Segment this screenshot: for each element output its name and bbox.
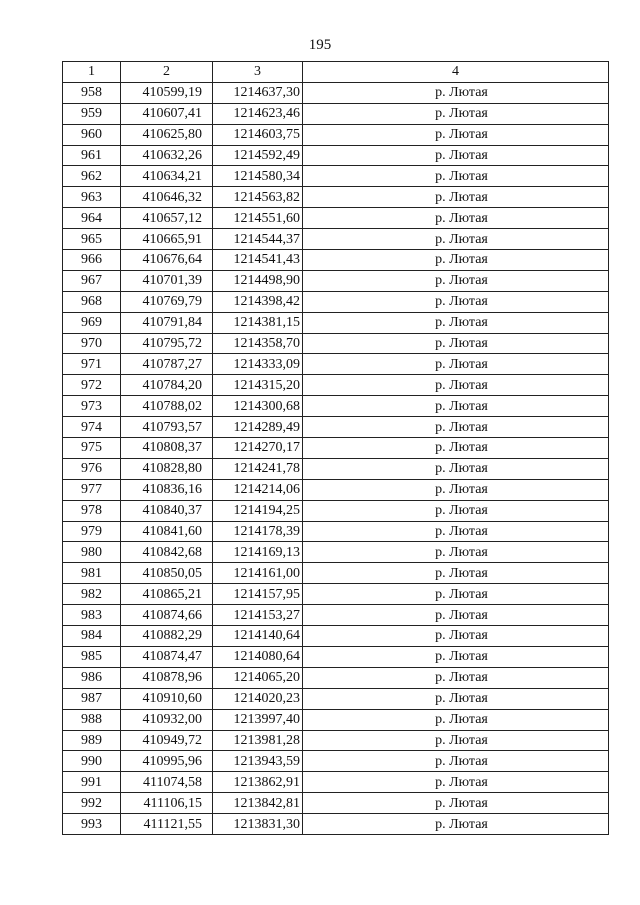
point-number-cell: 989 (63, 730, 121, 751)
y-coordinate-cell: 1214178,39 (213, 521, 303, 542)
point-number-cell: 979 (63, 521, 121, 542)
object-name-cell: р. Лютая (303, 417, 609, 438)
object-name-cell: р. Лютая (303, 103, 609, 124)
point-number-cell: 988 (63, 709, 121, 730)
table-row (63, 438, 609, 459)
table-row (63, 208, 609, 229)
x-coordinate-cell: 410850,05 (121, 563, 213, 584)
y-coordinate-cell: 1214498,90 (213, 270, 303, 291)
y-coordinate-cell: 1214563,82 (213, 187, 303, 208)
x-coordinate-cell: 410625,80 (121, 124, 213, 145)
point-number-cell: 967 (63, 270, 121, 291)
x-coordinate-cell: 411121,55 (121, 814, 213, 835)
table-row (63, 375, 609, 396)
x-coordinate-cell: 410808,37 (121, 438, 213, 459)
point-number-cell: 965 (63, 229, 121, 250)
x-coordinate-cell: 410607,41 (121, 103, 213, 124)
table-row (63, 667, 609, 688)
x-coordinate-cell: 410932,00 (121, 709, 213, 730)
object-name-cell: р. Лютая (303, 584, 609, 605)
object-name-cell: р. Лютая (303, 375, 609, 396)
y-coordinate-cell: 1214194,25 (213, 500, 303, 521)
y-coordinate-cell: 1214592,49 (213, 145, 303, 166)
point-number-cell: 968 (63, 291, 121, 312)
point-number-cell: 986 (63, 667, 121, 688)
y-coordinate-cell: 1214020,23 (213, 688, 303, 709)
point-number-cell: 983 (63, 605, 121, 626)
y-coordinate-cell: 1214065,20 (213, 667, 303, 688)
x-coordinate-cell: 410634,21 (121, 166, 213, 187)
object-name-cell: р. Лютая (303, 82, 609, 103)
table-row (63, 584, 609, 605)
object-name-cell: р. Лютая (303, 626, 609, 647)
object-name-cell: р. Лютая (303, 793, 609, 814)
table-row (63, 166, 609, 187)
x-coordinate-cell: 410784,20 (121, 375, 213, 396)
y-coordinate-cell: 1214241,78 (213, 458, 303, 479)
table-row (63, 500, 609, 521)
point-number-cell: 984 (63, 626, 121, 647)
y-coordinate-cell: 1214541,43 (213, 250, 303, 271)
object-name-cell: р. Лютая (303, 312, 609, 333)
object-name-cell: р. Лютая (303, 354, 609, 375)
table-row (63, 291, 609, 312)
x-coordinate-cell: 410836,16 (121, 479, 213, 500)
y-coordinate-cell: 1214270,17 (213, 438, 303, 459)
point-number-cell: 976 (63, 458, 121, 479)
object-name-cell: р. Лютая (303, 166, 609, 187)
y-coordinate-cell: 1214637,30 (213, 82, 303, 103)
y-coordinate-cell: 1214544,37 (213, 229, 303, 250)
table-row (63, 563, 609, 584)
point-number-cell: 992 (63, 793, 121, 814)
x-coordinate-cell: 410657,12 (121, 208, 213, 229)
table-row (63, 187, 609, 208)
y-coordinate-cell: 1214161,00 (213, 563, 303, 584)
y-coordinate-cell: 1213981,28 (213, 730, 303, 751)
y-coordinate-cell: 1213943,59 (213, 751, 303, 772)
table-row (63, 730, 609, 751)
x-coordinate-cell: 410995,96 (121, 751, 213, 772)
point-number-cell: 966 (63, 250, 121, 271)
y-coordinate-cell: 1213997,40 (213, 709, 303, 730)
y-coordinate-cell: 1213842,81 (213, 793, 303, 814)
point-number-cell: 970 (63, 333, 121, 354)
table-row (63, 646, 609, 667)
y-coordinate-cell: 1214169,13 (213, 542, 303, 563)
table-row (63, 333, 609, 354)
table-row (63, 145, 609, 166)
table-row (63, 312, 609, 333)
y-coordinate-cell: 1214398,42 (213, 291, 303, 312)
x-coordinate-cell: 410769,79 (121, 291, 213, 312)
object-name-cell: р. Лютая (303, 730, 609, 751)
object-name-cell: р. Лютая (303, 250, 609, 271)
y-coordinate-cell: 1214289,49 (213, 417, 303, 438)
object-name-cell: р. Лютая (303, 646, 609, 667)
table-row (63, 605, 609, 626)
coordinates-table (62, 61, 609, 835)
y-coordinate-cell: 1214315,20 (213, 375, 303, 396)
table-row (63, 772, 609, 793)
y-coordinate-cell: 1214140,64 (213, 626, 303, 647)
table-row (63, 82, 609, 103)
column-header-4: 4 (303, 62, 609, 83)
point-number-cell: 991 (63, 772, 121, 793)
object-name-cell: р. Лютая (303, 709, 609, 730)
y-coordinate-cell: 1214157,95 (213, 584, 303, 605)
x-coordinate-cell: 410599,19 (121, 82, 213, 103)
x-coordinate-cell: 410874,47 (121, 646, 213, 667)
point-number-cell: 975 (63, 438, 121, 459)
object-name-cell: р. Лютая (303, 187, 609, 208)
object-name-cell: р. Лютая (303, 814, 609, 835)
y-coordinate-cell: 1214080,64 (213, 646, 303, 667)
point-number-cell: 959 (63, 103, 121, 124)
table-row (63, 270, 609, 291)
y-coordinate-cell: 1213831,30 (213, 814, 303, 835)
point-number-cell: 987 (63, 688, 121, 709)
x-coordinate-cell: 410788,02 (121, 396, 213, 417)
y-coordinate-cell: 1214153,27 (213, 605, 303, 626)
object-name-cell: р. Лютая (303, 458, 609, 479)
table-row (63, 396, 609, 417)
y-coordinate-cell: 1214381,15 (213, 312, 303, 333)
point-number-cell: 974 (63, 417, 121, 438)
x-coordinate-cell: 410646,32 (121, 187, 213, 208)
object-name-cell: р. Лютая (303, 270, 609, 291)
column-header-2: 2 (121, 62, 213, 83)
point-number-cell: 982 (63, 584, 121, 605)
point-number-cell: 971 (63, 354, 121, 375)
point-number-cell: 973 (63, 396, 121, 417)
point-number-cell: 964 (63, 208, 121, 229)
object-name-cell: р. Лютая (303, 438, 609, 459)
table-row (63, 458, 609, 479)
table-row (63, 626, 609, 647)
point-number-cell: 980 (63, 542, 121, 563)
y-coordinate-cell: 1213862,91 (213, 772, 303, 793)
point-number-cell: 985 (63, 646, 121, 667)
object-name-cell: р. Лютая (303, 208, 609, 229)
x-coordinate-cell: 410878,96 (121, 667, 213, 688)
point-number-cell: 972 (63, 375, 121, 396)
object-name-cell: р. Лютая (303, 563, 609, 584)
x-coordinate-cell: 410676,64 (121, 250, 213, 271)
x-coordinate-cell: 410865,21 (121, 584, 213, 605)
object-name-cell: р. Лютая (303, 229, 609, 250)
object-name-cell: р. Лютая (303, 542, 609, 563)
object-name-cell: р. Лютая (303, 124, 609, 145)
x-coordinate-cell: 410841,60 (121, 521, 213, 542)
x-coordinate-cell: 410874,66 (121, 605, 213, 626)
page-number: 195 (308, 37, 332, 53)
table-row (63, 709, 609, 730)
point-number-cell: 960 (63, 124, 121, 145)
point-number-cell: 958 (63, 82, 121, 103)
table-row (63, 751, 609, 772)
object-name-cell: р. Лютая (303, 291, 609, 312)
point-number-cell: 969 (63, 312, 121, 333)
point-number-cell: 990 (63, 751, 121, 772)
table-row (63, 124, 609, 145)
table-row (63, 793, 609, 814)
x-coordinate-cell: 410842,68 (121, 542, 213, 563)
x-coordinate-cell: 411106,15 (121, 793, 213, 814)
column-header-3: 3 (213, 62, 303, 83)
point-number-cell: 993 (63, 814, 121, 835)
x-coordinate-cell: 410949,72 (121, 730, 213, 751)
table-row (63, 417, 609, 438)
y-coordinate-cell: 1214300,68 (213, 396, 303, 417)
x-coordinate-cell: 410840,37 (121, 500, 213, 521)
point-number-cell: 977 (63, 479, 121, 500)
x-coordinate-cell: 410665,91 (121, 229, 213, 250)
x-coordinate-cell: 410632,26 (121, 145, 213, 166)
x-coordinate-cell: 410828,80 (121, 458, 213, 479)
table-row (63, 814, 609, 835)
y-coordinate-cell: 1214603,75 (213, 124, 303, 145)
column-header-1: 1 (63, 62, 121, 83)
point-number-cell: 961 (63, 145, 121, 166)
object-name-cell: р. Лютая (303, 145, 609, 166)
table-row (63, 479, 609, 500)
object-name-cell: р. Лютая (303, 688, 609, 709)
x-coordinate-cell: 410791,84 (121, 312, 213, 333)
x-coordinate-cell: 410795,72 (121, 333, 213, 354)
x-coordinate-cell: 410787,27 (121, 354, 213, 375)
object-name-cell: р. Лютая (303, 751, 609, 772)
object-name-cell: р. Лютая (303, 772, 609, 793)
table-header-row (63, 62, 609, 83)
y-coordinate-cell: 1214358,70 (213, 333, 303, 354)
table-row (63, 229, 609, 250)
table-body (63, 82, 609, 834)
object-name-cell: р. Лютая (303, 667, 609, 688)
table-row (63, 542, 609, 563)
object-name-cell: р. Лютая (303, 396, 609, 417)
table-row (63, 250, 609, 271)
y-coordinate-cell: 1214580,34 (213, 166, 303, 187)
x-coordinate-cell: 410910,60 (121, 688, 213, 709)
object-name-cell: р. Лютая (303, 479, 609, 500)
object-name-cell: р. Лютая (303, 521, 609, 542)
x-coordinate-cell: 411074,58 (121, 772, 213, 793)
table-row (63, 354, 609, 375)
x-coordinate-cell: 410882,29 (121, 626, 213, 647)
point-number-cell: 962 (63, 166, 121, 187)
y-coordinate-cell: 1214623,46 (213, 103, 303, 124)
table-row (63, 103, 609, 124)
point-number-cell: 978 (63, 500, 121, 521)
point-number-cell: 963 (63, 187, 121, 208)
x-coordinate-cell: 410793,57 (121, 417, 213, 438)
y-coordinate-cell: 1214333,09 (213, 354, 303, 375)
object-name-cell: р. Лютая (303, 333, 609, 354)
table-row (63, 521, 609, 542)
object-name-cell: р. Лютая (303, 500, 609, 521)
point-number-cell: 981 (63, 563, 121, 584)
y-coordinate-cell: 1214551,60 (213, 208, 303, 229)
x-coordinate-cell: 410701,39 (121, 270, 213, 291)
object-name-cell: р. Лютая (303, 605, 609, 626)
table-row (63, 688, 609, 709)
y-coordinate-cell: 1214214,06 (213, 479, 303, 500)
